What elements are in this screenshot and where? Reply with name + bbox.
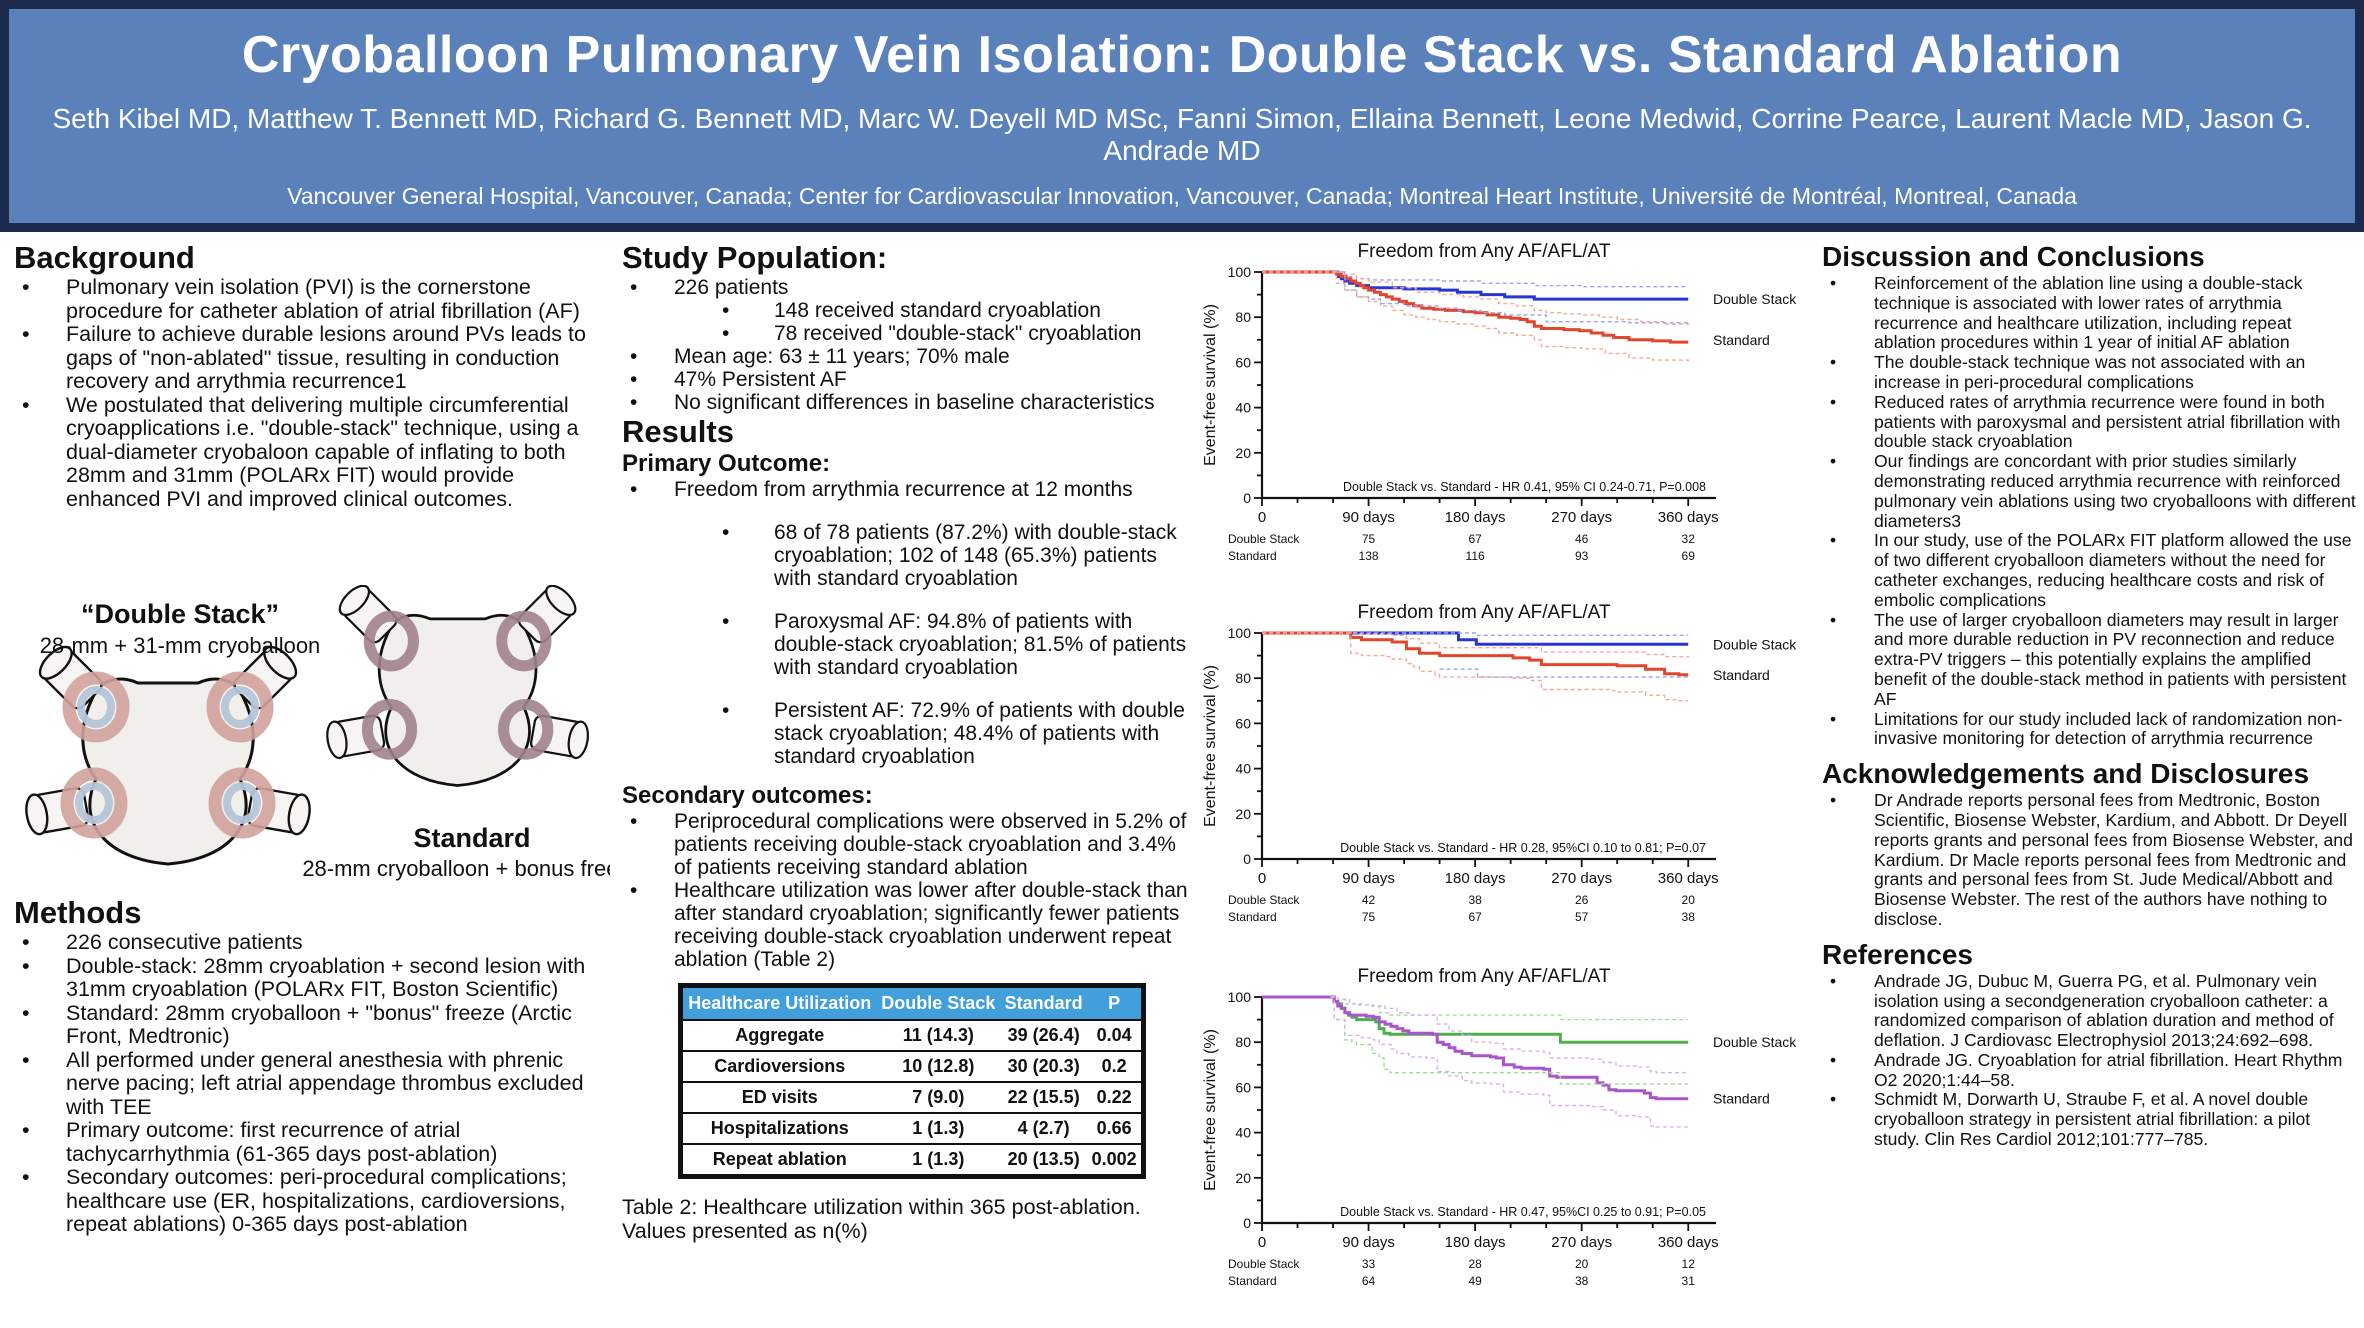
bullet-text: Andrade JG, Dubuc M, Guerra PG, et al. Pulmonary vein isolation using a secondgeneration cryoballoon catheter: a randomized comparison of ablation duration and method of deflation. J Cardiovasc Electrophysiol 2013;24:692–698. (1874, 970, 2334, 1051)
references-heading: References (1822, 938, 1973, 970)
background-heading: Background (14, 240, 195, 275)
table-cell: 0.2 (1087, 1051, 1143, 1082)
x-tick-label: 270 days (1551, 1234, 1613, 1251)
bullet-item (622, 322, 1196, 345)
bullet-glyph: • (22, 953, 30, 978)
table-cell: 0.002 (1087, 1144, 1143, 1177)
standard-illustration (325, 585, 591, 785)
bullet-glyph: • (722, 699, 730, 722)
bullet-glyph: • (1830, 970, 1837, 991)
svg-text:60: 60 (1235, 1079, 1251, 1096)
svg-text:100: 100 (1227, 625, 1251, 641)
left-column (14, 240, 606, 511)
bullet-glyph: • (22, 392, 30, 417)
table-cell: 4 (2.7) (1000, 1113, 1087, 1144)
authors-line: Seth Kibel MD, Matthew T. Bennett MD, Richard G. Bennett MD, Marc W. Deyell MD MSc, Fanni Simon, Ellaina Bennett, Leone Medwid, Corrine Pearce, Laurent Macle MD, Jason G. Andrade MD (52, 103, 2312, 166)
at-risk-value: 20 (1681, 893, 1695, 907)
svg-text:60: 60 (1235, 715, 1251, 732)
table-header-cell: Double Stack (877, 986, 1001, 1021)
bullet-text: Double-stack: 28mm cryoablation + second lesion with 31mm cryoablation (POLARx FIT, Boston Scientific) (66, 953, 586, 1001)
at-risk-value: 116 (1465, 549, 1485, 563)
table-header-cell: Healthcare Utilization (681, 986, 877, 1021)
bullet-item (622, 879, 1196, 971)
at-risk-row-label: Standard (1228, 910, 1277, 924)
at-risk-value: 38 (1681, 910, 1695, 924)
svg-text:60: 60 (1235, 354, 1251, 371)
table-cell: Hospitalizations (681, 1113, 877, 1144)
double-stack-illustration (23, 642, 312, 864)
series-label: Double Stack (1713, 1034, 1797, 1051)
bullet-item (14, 323, 606, 394)
discussion-heading: Discussion and Conclusions (1822, 241, 2205, 272)
at-risk-row-label: Standard (1228, 549, 1277, 563)
acknowledgements-bullets (1822, 791, 2358, 930)
table-header-row (681, 986, 1144, 1021)
bullet-text: Limitations for our study included lack of randomization non-invasive monitoring for detection of arrythmia recurrence (1874, 708, 2343, 749)
svg-text:100: 100 (1227, 264, 1251, 280)
x-tick-label: 0 (1257, 509, 1267, 526)
bullet-text: 78 received "double-stack" cryoablation (774, 322, 1142, 345)
table-cell: 22 (15.5) (1000, 1082, 1087, 1113)
table-cell: 0.22 (1087, 1082, 1143, 1113)
at-risk-value: 38 (1575, 1274, 1589, 1288)
bullet-item (1822, 274, 2358, 353)
table-cell: 10 (12.8) (877, 1051, 1001, 1082)
at-risk-value: 31 (1681, 1274, 1695, 1288)
cryoballoon-figure (10, 585, 610, 885)
x-tick-label: 360 days (1657, 1234, 1719, 1251)
at-risk-value: 12 (1681, 1257, 1695, 1271)
km-chart-svg (1198, 599, 1818, 957)
series-ci (1331, 997, 1689, 1020)
bullet-item (1822, 452, 2358, 531)
middle-column (622, 240, 1196, 1243)
at-risk-value: 33 (1361, 1257, 1376, 1271)
series-label: Double Stack (1713, 291, 1797, 308)
table-row (681, 1020, 1144, 1051)
right-column (1822, 240, 2358, 1150)
bullet-glyph: • (722, 610, 730, 633)
bullet-text: In our study, use of the POLARx FIT platform allowed the use of two different cryoballoon diameters without the need for catheter exchanges, reducing healthcare costs and risk of embolic complications (1874, 530, 2352, 610)
table-header-cell: Standard (1000, 986, 1087, 1021)
chart-title: Freedom from Any AF/AFL/AT (1357, 966, 1611, 987)
table-caption: Table 2: Healthcare utilization within 365 post-ablation. Values presented as n(%) (622, 1195, 1141, 1243)
bullet-glyph: • (630, 478, 638, 501)
at-risk-value: 26 (1575, 893, 1589, 907)
at-risk-value: 67 (1468, 910, 1482, 924)
x-tick-label: 90 days (1342, 509, 1395, 526)
series-ci (1262, 272, 1688, 287)
methods-heading: Methods (14, 895, 142, 930)
bullet-glyph: • (1830, 609, 1837, 630)
at-risk-row-label: Double Stack (1228, 532, 1300, 546)
hr-annotation: Double Stack vs. Standard - HR 0.28, 95%CI 0.10 to 0.81; P=0.07 (1340, 841, 1706, 855)
bullet-glyph: • (630, 879, 638, 902)
series-ci (1331, 997, 1689, 1127)
hr-annotation: Double Stack vs. Standard - HR 0.41, 95% CI 0.24-0.71, P=0.008 (1342, 480, 1706, 494)
bullet-text: We postulated that delivering multiple circumferential cryoapplications i.e. "double-stack" technique, using a dual-diameter cryobaloon capable of inflating to both 28mm and 31mm (POLARx FIT) would provide enhanced PVI and improved clinical outcomes. (66, 392, 579, 511)
series-ci (1331, 997, 1689, 1084)
at-risk-value: 32 (1681, 532, 1695, 546)
bullet-glyph: • (722, 521, 730, 544)
bullet-text: Standard: 28mm cryoballoon + "bonus" freeze (Arctic Front, Medtronic) (66, 1000, 572, 1048)
at-risk-value: 20 (1575, 1257, 1589, 1271)
x-tick-label: 360 days (1657, 509, 1719, 526)
x-tick-label: 90 days (1342, 870, 1395, 887)
series-double-stack (1262, 272, 1688, 299)
bullet-text: Persistent AF: 72.9% of patients with double stack cryoablation; 48.4% of patients with standard cryoablation (774, 699, 1185, 768)
at-risk-value: 57 (1575, 910, 1589, 924)
bullet-glyph: • (22, 1047, 30, 1072)
km-chart-all-patients (1198, 238, 1818, 599)
hr-annotation: Double Stack vs. Standard - HR 0.47, 95%CI 0.25 to 0.91; P=0.05 (1340, 1205, 1706, 1219)
svg-text:20: 20 (1235, 1169, 1251, 1186)
at-risk-value: 49 (1468, 1274, 1482, 1288)
svg-text:80: 80 (1235, 1034, 1251, 1051)
bullet-glyph: • (1830, 708, 1837, 729)
bullet-text: Secondary outcomes: peri-procedural complications; healthcare use (ER, hospitalizations, cardioversions, repeat ablations) 0-365 days post-ablation (66, 1165, 567, 1236)
bullet-glyph: • (722, 299, 730, 322)
bullet-glyph: • (630, 810, 638, 833)
series-label: Standard (1713, 331, 1770, 348)
bullet-item (622, 810, 1196, 879)
at-risk-row-label: Double Stack (1228, 1257, 1300, 1271)
bullet-glyph: • (1830, 1089, 1837, 1110)
x-tick-label: 180 days (1444, 509, 1506, 526)
bullet-text: Freedom from arrythmia recurrence at 12 months (674, 478, 1133, 501)
table-cell: Cardioversions (681, 1051, 877, 1082)
svg-text:0: 0 (1243, 490, 1251, 506)
primary-outcome-heading: Primary Outcome: (622, 450, 831, 477)
standard-figure-sublabel: 28-mm cryoballoon + bonus freeze (302, 856, 610, 881)
bullet-item (622, 345, 1196, 368)
bullet-item (1822, 611, 2358, 710)
bullet-text: The use of larger cryoballoon diameters may result in larger and more durable reduction in PV reconnection and reduce extra-PV triggers – this potentially explains the amplified benefit of the double-stack method in patients with persistent AF (1874, 609, 2347, 709)
at-risk-value: 28 (1468, 1257, 1482, 1271)
bullet-text: No significant differences in baseline characteristics (674, 391, 1155, 414)
secondary-outcomes-bullets (622, 810, 1196, 971)
x-tick-label: 90 days (1342, 1234, 1395, 1251)
bullet-text: Schmidt M, Dorwarth U, Straube F, et al. A novel double cryoballoon strategy in persistent atrial fibrillation: a pilot study. Clin Res Cardiol 2012;101:777–785. (1874, 1089, 2311, 1150)
km-chart-persistent (1198, 963, 1818, 1326)
bullet-item (1822, 393, 2358, 452)
bullet-glyph: • (1830, 352, 1837, 373)
table-header-cell: P (1087, 986, 1143, 1021)
x-tick-label: 180 days (1444, 1234, 1506, 1251)
x-tick-label: 0 (1257, 1234, 1267, 1251)
results-heading: Results (622, 414, 734, 449)
bullet-text: Mean age: 63 ± 11 years; 70% male (674, 345, 1010, 368)
bullet-text: Andrade JG. Cryoablation for atrial fibrillation. Heart Rhythm O2 2020;1:44–58. (1874, 1049, 2343, 1090)
bullet-text: Dr Andrade reports personal fees from Medtronic, Boston Scientific, Biosense Webster, Kardium, and Abbott. Dr Deyell reports grants and personal fees from Biosense Webster, and Kardium. Dr Macle reports personal fees from Medtronic and grants and personal fees from St. Jude Medical/Abbott and Biosense Webster. The rest of the authors have nothing to disclose. (1874, 790, 2353, 929)
svg-text:20: 20 (1235, 444, 1251, 461)
at-risk-value: 69 (1681, 549, 1695, 563)
bullet-glyph: • (630, 391, 638, 414)
y-axis-label: Event-free survival (%) (1202, 1029, 1219, 1191)
study-population-heading: Study Population: (622, 240, 888, 275)
bullet-item (14, 931, 606, 955)
bullet-glyph: • (22, 1118, 30, 1142)
at-risk-row-label: Double Stack (1228, 893, 1300, 907)
bullet-glyph: • (722, 322, 730, 345)
svg-text:40: 40 (1235, 760, 1251, 777)
table-cell: 1 (1.3) (877, 1113, 1001, 1144)
primary-outcome-bullets (622, 478, 1196, 768)
table-cell: 0.66 (1087, 1113, 1143, 1144)
bullet-item (1822, 972, 2358, 1051)
table-row (681, 1082, 1144, 1113)
series-label: Double Stack (1713, 636, 1797, 653)
table-cell: 0.04 (1087, 1020, 1143, 1051)
bullet-text: The double-stack technique was not associated with an increase in peri-procedural complications (1874, 352, 2306, 392)
table-cell: 1 (1.3) (877, 1144, 1001, 1177)
table-cell: ED visits (681, 1082, 877, 1113)
at-risk-value: 64 (1361, 1274, 1376, 1288)
bullet-item (14, 394, 606, 512)
table-row (681, 1051, 1144, 1082)
bullet-item (14, 276, 606, 323)
bullet-glyph: • (22, 930, 30, 954)
km-chart-svg (1198, 238, 1818, 596)
cryoballoon-figure-svg (10, 585, 610, 885)
bullet-glyph: • (630, 276, 638, 299)
bullet-item (1822, 1051, 2358, 1091)
bullet-item (1822, 531, 2358, 610)
methods-bullets (14, 931, 606, 1237)
svg-text:0: 0 (1243, 1215, 1251, 1231)
x-tick-label: 270 days (1551, 870, 1613, 887)
bullet-glyph: • (1830, 391, 1837, 412)
bullet-text: Pulmonary vein isolation (PVI) is the cornerstone procedure for catheter ablation of atrial fibrillation (AF) (66, 275, 580, 323)
series-label: Standard (1713, 1090, 1770, 1107)
svg-text:100: 100 (1227, 989, 1251, 1005)
bullet-item (1822, 353, 2358, 393)
at-risk-value: 38 (1468, 893, 1482, 907)
bullet-glyph: • (630, 368, 638, 391)
bullet-text: Our findings are concordant with prior studies similarly demonstrating reduced arrythmia recurrence with reinforced pulmonary vein ablations using two cryoballoons with different diameters3 (1874, 451, 2356, 531)
y-axis-label: Event-free survival (%) (1202, 665, 1219, 827)
bullet-text: Reduced rates of arrythmia recurrence were found in both patients with paroxysmal and persistent atrial fibrillation with double stack cryoablation (1874, 391, 2341, 452)
table-row (681, 1113, 1144, 1144)
bullet-item (14, 955, 606, 1002)
bullet-glyph: • (630, 345, 638, 368)
bullet-text: Reinforcement of the ablation line using a double-stack technique is associated with lower rates of arrythmia recurrence and healthcare utilization, including repeat ablation procedures within 1 year of initial AF ablation (1874, 273, 2303, 353)
standard-figure-label: Standard (413, 823, 531, 853)
bullet-text: All performed under general anesthesia with phrenic nerve pacing; left atrial appendage thrombus excluded with TEE (66, 1047, 584, 1119)
bullet-glyph: • (1830, 273, 1837, 293)
references-bullets (1822, 972, 2358, 1150)
svg-text:40: 40 (1235, 1124, 1251, 1141)
bullet-item (14, 1002, 606, 1049)
bullet-text: 226 patients (674, 276, 789, 299)
x-tick-label: 360 days (1657, 870, 1719, 887)
double-stack-figure-label: “Double Stack” (80, 599, 280, 629)
acknowledgements-heading: Acknowledgements and Disclosures (1822, 758, 2310, 790)
bullet-item (622, 699, 1196, 768)
x-tick-label: 180 days (1444, 870, 1506, 887)
bullet-glyph: • (1830, 451, 1837, 472)
study-population-bullets (622, 276, 1196, 414)
healthcare-utilization-table (678, 983, 1146, 1179)
bullet-glyph: • (22, 1000, 30, 1025)
poster-header (0, 0, 2364, 232)
bullet-text: Healthcare utilization was lower after double-stack than after standard cryoablation; significantly fewer patients receiving double-stack cryoablation underwent repeat ablation (Table 2) (674, 879, 1188, 971)
svg-text:80: 80 (1235, 309, 1251, 326)
at-risk-value: 67 (1468, 532, 1482, 546)
bullet-text: Paroxysmal AF: 94.8% of patients with double-stack cryoablation; 81.5% of patients with standard cryoablation (774, 610, 1187, 679)
x-tick-label: 270 days (1551, 509, 1613, 526)
x-tick-label: 0 (1257, 870, 1267, 887)
bullet-text: Primary outcome: first recurrence of atrial tachycarrhythmia (61-365 days post-ablation) (66, 1118, 498, 1166)
svg-text:80: 80 (1235, 670, 1251, 687)
table-row (681, 1144, 1144, 1177)
svg-text:40: 40 (1235, 399, 1251, 416)
bullet-text: Failure to achieve durable lesions around PVs leads to gaps of "non-ablated" tissue, resulting in conduction recovery and arrythmia recurrence1 (66, 322, 586, 393)
bullet-text: 47% Persistent AF (674, 368, 847, 391)
bullet-item (1822, 710, 2358, 750)
double-stack-figure-sublabel: 28-mm + 31-mm cryoballoon (39, 633, 321, 658)
table-cell: 11 (14.3) (877, 1020, 1001, 1051)
at-risk-value: 75 (1361, 910, 1376, 924)
table-cell: Repeat ablation (681, 1144, 877, 1177)
at-risk-value: 93 (1575, 549, 1589, 563)
bullet-glyph: • (22, 275, 30, 299)
chart-title: Freedom from Any AF/AFL/AT (1357, 602, 1611, 623)
methods-section (14, 895, 606, 1237)
bullet-item (14, 1119, 606, 1166)
bullet-text: 68 of 78 patients (87.2%) with double-stack cryoablation; 102 of 148 (65.3%) patients with standard cryoablation (774, 521, 1177, 590)
bullet-item (622, 478, 1196, 501)
series-label: Standard (1713, 666, 1770, 683)
poster-title: Cryoballoon Pulmonary Vein Isolation: Double Stack vs. Standard Ablation (241, 26, 2123, 84)
table-cell: 7 (9.0) (877, 1082, 1001, 1113)
km-chart-paroxysmal (1198, 599, 1818, 963)
bullet-item (622, 276, 1196, 299)
discussion-bullets (1822, 274, 2358, 749)
chart-title: Freedom from Any AF/AFL/AT (1357, 241, 1611, 262)
bullet-item (14, 1049, 606, 1120)
bullet-glyph: • (22, 1165, 30, 1189)
table-cell: 39 (26.4) (1000, 1020, 1087, 1051)
bullet-text: 148 received standard cryoablation (774, 299, 1101, 322)
series-standard (1262, 272, 1688, 342)
table-cell: Aggregate (681, 1020, 877, 1051)
at-risk-value: 46 (1575, 532, 1589, 546)
at-risk-value: 75 (1361, 532, 1376, 546)
svg-text:20: 20 (1235, 805, 1251, 822)
svg-text:0: 0 (1243, 851, 1251, 867)
secondary-outcomes-heading: Secondary outcomes: (622, 782, 873, 809)
km-charts-column (1198, 238, 1823, 1326)
bullet-text: Periprocedural complications were observed in 5.2% of patients receiving double-stack cryoablation and 3.4% of patients receiving standard ablation (674, 810, 1187, 879)
bullet-item (1822, 791, 2358, 930)
bullet-item (622, 391, 1196, 414)
km-chart-svg (1198, 963, 1818, 1321)
at-risk-value: 42 (1361, 893, 1376, 907)
bullet-glyph: • (22, 322, 30, 346)
bullet-item (1822, 1090, 2358, 1149)
bullet-item (622, 521, 1196, 590)
bullet-glyph: • (1830, 530, 1837, 551)
at-risk-value: 138 (1358, 549, 1379, 563)
y-axis-label: Event-free survival (%) (1202, 304, 1219, 466)
bullet-item (622, 299, 1196, 322)
at-risk-row-label: Standard (1228, 1274, 1277, 1288)
background-bullets (14, 276, 606, 511)
table-cell: 30 (20.3) (1000, 1051, 1087, 1082)
bullet-item (622, 610, 1196, 679)
table-cell: 20 (13.5) (1000, 1144, 1087, 1177)
affiliations-line: Vancouver General Hospital, Vancouver, Canada; Center for Cardiovascular Innovation, Vancouver, Canada; Montreal Heart Institute, Université de Montréal, Montreal, Canada (287, 183, 2077, 209)
bullet-glyph: • (1830, 790, 1837, 811)
bullet-item (14, 1166, 606, 1237)
bullet-text: 226 consecutive patients (66, 930, 303, 954)
bullet-item (622, 368, 1196, 391)
bullet-glyph: • (1830, 1049, 1837, 1070)
